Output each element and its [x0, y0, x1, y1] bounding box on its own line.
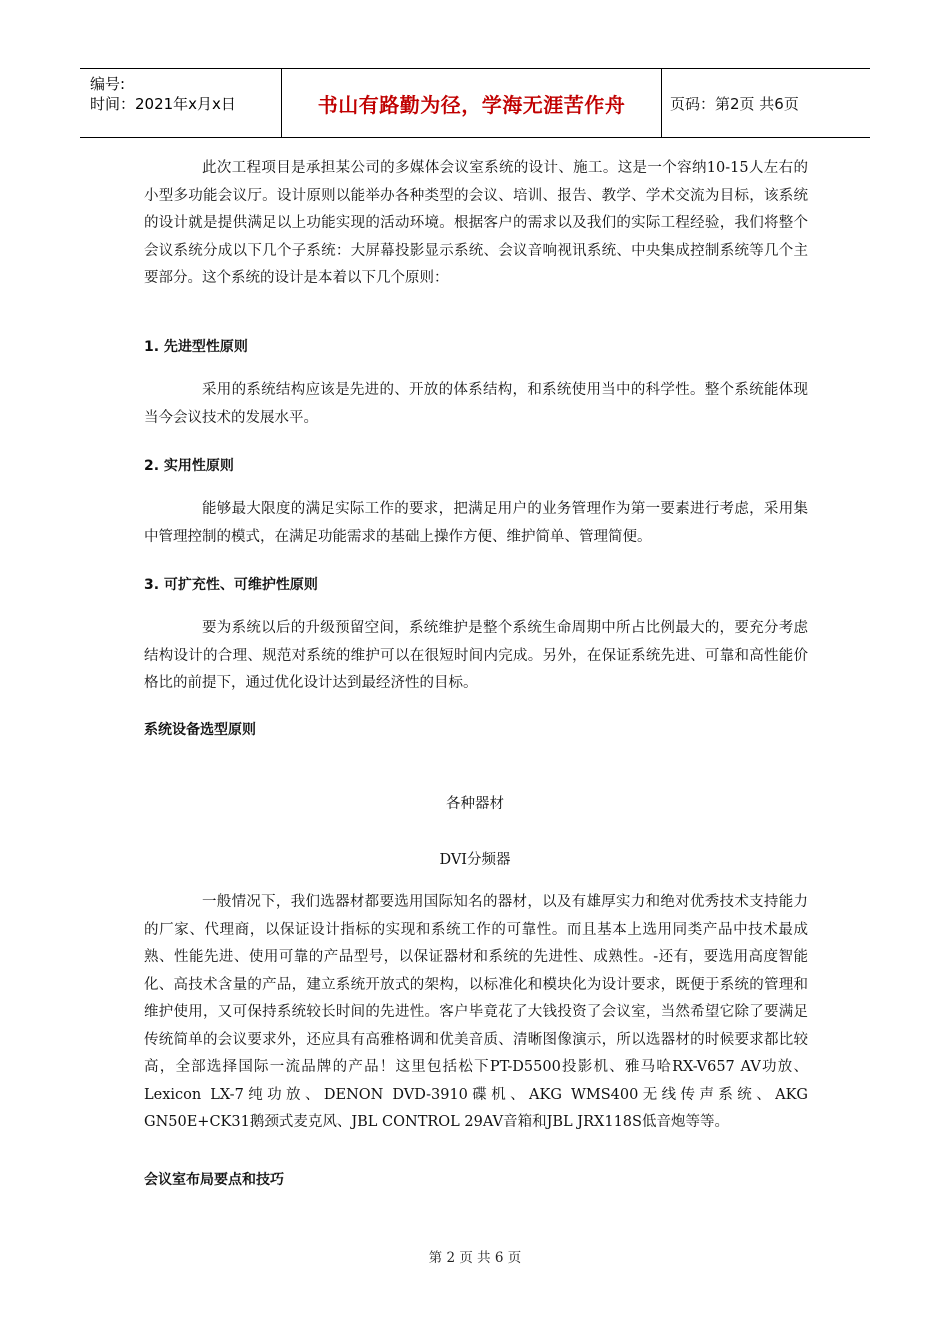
- motto: 书山有路勤为径，学海无涯苦作舟: [317, 92, 626, 117]
- page-header: [80, 68, 870, 138]
- header-page-label: 页码：第2页 共6页: [670, 94, 799, 113]
- heading-advanced: 1. 先进型性原则: [144, 339, 248, 355]
- header-motto-cell: [282, 69, 662, 137]
- paragraph-equipment: 一般情况下，我们选器材都要选用国际知名的器材，以及有雄厚实力和绝对优秀技术支持能力的厂家、代理商，以保证设计指标的实现和系统工作的可靠性。而且基本上选用同类产品中技术最成熟、性能先进、使用可靠的产品型号，以保证器材和系统的先进性、成熟性。-还有，要选用高度智能化、高技术含量的产品，建立系统开放式的架构，以标准化和模块化为设计要求，既便于系统的管理和维护使用，又可保持系统较长时间的先进性。客户毕竟花了大钱投资了会议室，当然希望它除了要满足传统简单的会议要求外，还应具有高雅格调和优美音质、清晰图像演示，所以选器材的时候要求都比较高，全部选择国际一流品牌的产品！这里包括松下PT-D5500投影机、雅马哈RX-V657 AV功放、Lexicon LX-7纯功放、DENON DVD-3910碟机、AKG WMS400无线传声系统、AKG GN50E+CK31鹅颈式麦克风、JBL CONTROL 29AV音箱和JBL JRX118S低音炮等等。: [144, 894, 808, 1130]
- header-meta-cell: [80, 69, 282, 137]
- date-label: 时间：2021年x月x日: [90, 95, 236, 113]
- paragraph-scalability: 要为系统以后的升级预留空间，系统维护是整个系统生命周期中所占比例最大的，要充分考虑结构设计的合理、规范对系统的维护可以在很短时间内完成。另外，在保证系统先进、可靠和高性能价格比的前提下，通过优化设计达到最经济性的目标。: [144, 620, 808, 691]
- heading-equipment-selection: 系统设备选型原则: [144, 722, 256, 738]
- paragraph-practical: 能够最大限度的满足实际工作的要求，把满足用户的业务管理作为第一要素进行考虑，采用集中管理控制的模式，在满足功能需求的基础上操作方便、维护简单、管理简便。: [144, 501, 808, 545]
- centered-equipment-label: 各种器材: [446, 796, 504, 812]
- number-label: 编号:: [90, 75, 126, 93]
- intro-paragraph: 此次工程项目是承担某公司的多媒体会议室系统的设计、施工。这是一个容纳10-15人左右的小型多功能会议厅。设计原则以能举办各种类型的会议、培训、报告、教学、学术交流为目标，该系统的设计就是提供满足以上功能实现的活动环境。根据客户的需求以及我们的实际工程经验，我们将整个会议系统分成以下几个子系统：大屏幕投影显示系统、会议音响视讯系统、中央集成控制系统等几个主要部分。这个系统的设计是本着以下几个原则：: [144, 160, 808, 286]
- paragraph-advanced: 采用的系统结构应该是先进的、开放的体系结构，和系统使用当中的科学性。整个系统能体现当今会议技术的发展水平。: [144, 382, 808, 426]
- page-footer: 第 2 页 共 6 页: [428, 1250, 522, 1266]
- centered-dvi-label: DVI分频器: [439, 852, 511, 868]
- heading-room-layout: 会议室布局要点和技巧: [144, 1172, 284, 1188]
- heading-practical: 2. 实用性原则: [144, 458, 234, 474]
- heading-scalability: 3. 可扩充性、可维护性原则: [144, 577, 318, 593]
- header-page-cell: [662, 69, 870, 137]
